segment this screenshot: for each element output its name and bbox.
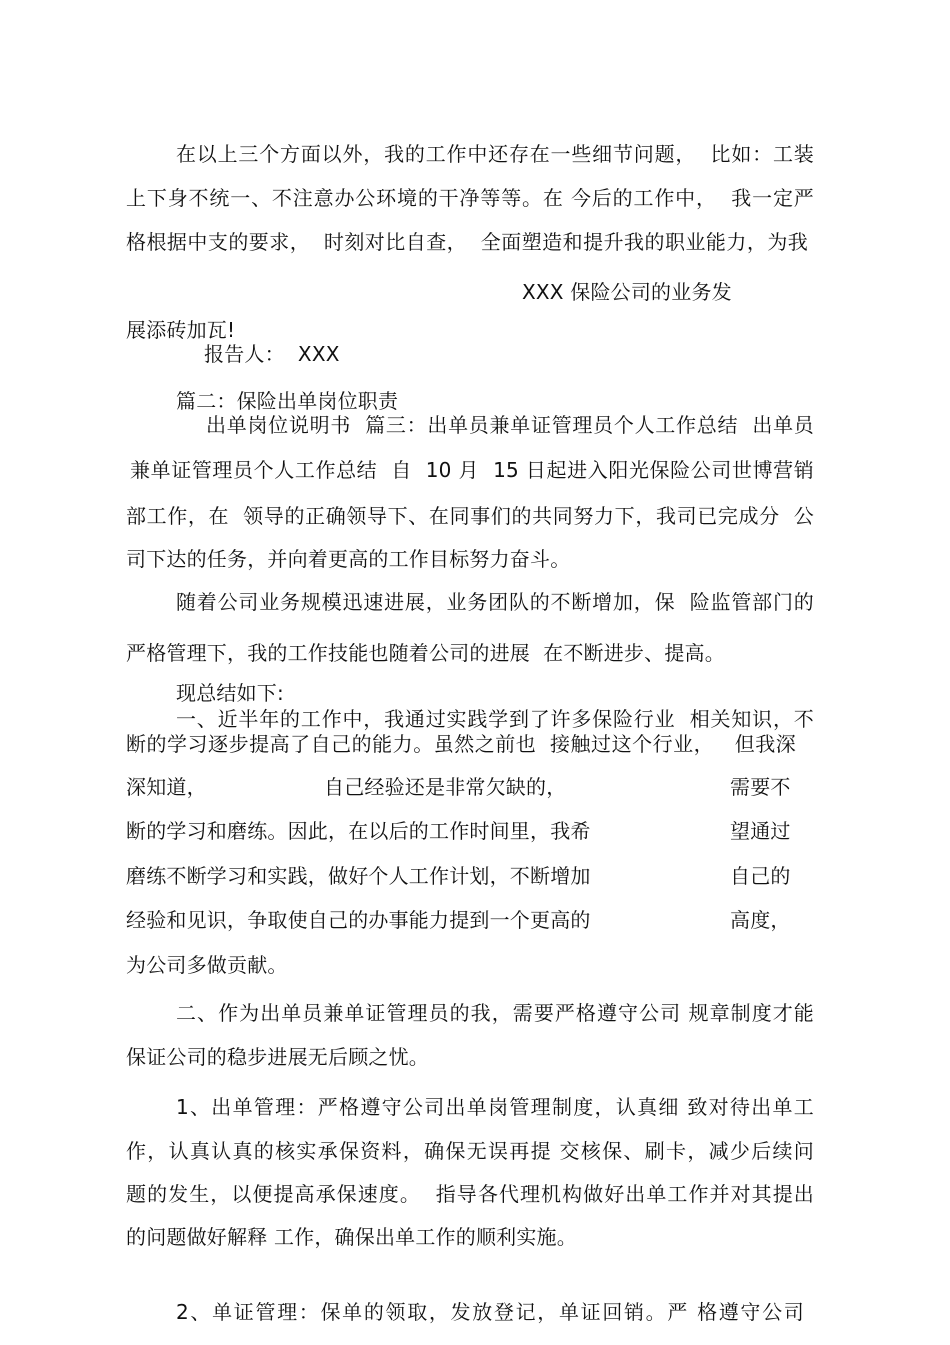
text-line: 严格管理下，我的工作技能也随着公司的进展 在不断进步、提高。 <box>126 641 725 665</box>
text-line: 1、出单管理：严格遵守公司出单岗管理制度，认真细 致对待出单工 <box>176 1095 814 1119</box>
text-line: 出单岗位说明书 篇三：出单员兼单证管理员个人工作总结 出单员 <box>206 413 814 437</box>
text-line: 格根据中支的要求， 时刻对比自查， 全面塑造和提升我的职业能力，为我 <box>126 230 808 254</box>
text-line: 在以上三个方面以外，我的工作中还存在一些细节问题， 比如：工装 <box>176 142 814 166</box>
text-line: 断的学习和磨练。因此，在以后的工作时间里，我希 <box>126 819 591 843</box>
text-line: 现总结如下: <box>176 681 284 705</box>
text-line: 作，认真认真的核实承保资料，确保无误再提 交核保、刷卡，减少后续问 <box>126 1139 814 1163</box>
text-line: 高度， <box>730 908 791 932</box>
text-line: 报告人： XXX <box>204 342 340 366</box>
text-line: 保证公司的稳步进展无后顾之忧。 <box>126 1045 429 1069</box>
text-line: 深知道， <box>126 775 207 799</box>
text-line: 断的学习逐步提高了自己的能力。虽然之前也 接触过这个行业， 但我深 <box>126 732 796 756</box>
text-line: 篇二：保险出单岗位职责 <box>176 389 399 413</box>
text-line: 上下身不统一、不注意办公环境的干净等等。在 今后的工作中， 我一定严 <box>126 186 814 210</box>
text-line: 一、近半年的工作中，我通过实践学到了许多保险行业 相关知识，不 <box>176 707 814 731</box>
text-line: 兼单证管理员个人工作总结 自 10 月 15 日起进入阳光保险公司世博营销 <box>130 458 814 482</box>
text-line: 司下达的任务，并向着更高的工作目标努力奋斗。 <box>126 547 571 571</box>
text-line: 需要不 <box>730 775 791 799</box>
text-line: 为公司多做贡献。 <box>126 953 288 977</box>
text-line: 望通过 <box>730 819 791 843</box>
text-line: 展添砖加瓦! <box>126 318 236 342</box>
text-line: 的问题做好解释 工作，确保出单工作的顺利实施。 <box>126 1225 577 1249</box>
text-line: 2、单证管理：保单的领取，发放登记，单证回销。严 格遵守公司 <box>176 1300 804 1324</box>
text-line: XXX 保险公司的业务发 <box>522 280 732 304</box>
text-line: 部工作，在 领导的正确领导下、在同事们的共同努力下，我司已完成分 公 <box>126 504 814 528</box>
text-line: 磨练不断学习和实践，做好个人工作计划，不断增加 <box>126 864 591 888</box>
text-line: 自己经验还是非常欠缺的， <box>324 775 567 799</box>
text-line: 题的发生，以便提高承保速度。 指导各代理机构做好出单工作并对其提出 <box>126 1182 814 1206</box>
text-line: 二、作为出单员兼单证管理员的我，需要严格遵守公司 规章制度才能 <box>176 1001 814 1025</box>
text-line: 随着公司业务规模迅速进展，业务团队的不断增加，保 险监管部门的 <box>176 590 814 614</box>
text-line: 自己的 <box>730 864 791 888</box>
text-line: 经验和见识，争取使自己的办事能力提到一个更高的 <box>126 908 591 932</box>
